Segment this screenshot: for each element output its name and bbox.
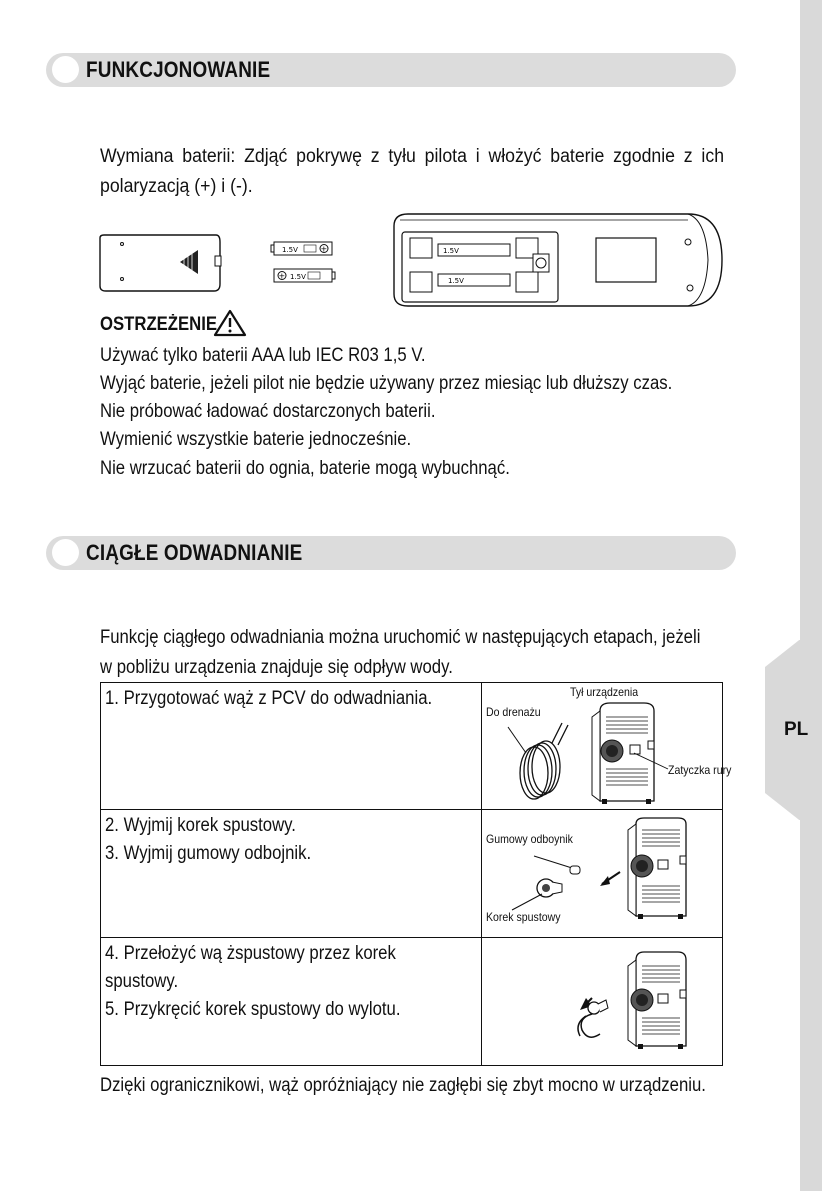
- drain-cork-illustration: [482, 810, 736, 938]
- warning-line: Nie wrzucać baterii do ognia, baterie mogą wybuchnąć.: [100, 458, 510, 479]
- remote-back-illustration: [388, 212, 728, 310]
- section-bullet: [52, 539, 79, 566]
- step-line: 4. Przełożyć wą żspustowy przez korek: [105, 943, 396, 964]
- drain-footer: Dzięki ogranicznikowi, wąż opróżniający nie zagłębi się zbyt mocno w urządzeniu.: [100, 1075, 706, 1096]
- step-image-cell: [481, 810, 722, 938]
- step-line: 5. Przykręcić korek spustowy do wylotu.: [105, 999, 401, 1020]
- table-row: [101, 938, 723, 1066]
- drain-hose-illustration: [482, 683, 736, 810]
- language-tab-label: PL: [784, 719, 809, 740]
- step-image-cell: [481, 683, 732, 810]
- battery-label: 1.5V: [443, 247, 459, 255]
- table-row: [101, 683, 723, 810]
- label-cork: Korek spustowy: [485, 910, 561, 924]
- section-title: CIĄGŁE ODWADNIANIE: [86, 540, 303, 565]
- warning-triangle-icon: [212, 308, 248, 338]
- step-image-cell: [481, 938, 722, 1066]
- side-strip: [800, 0, 822, 1191]
- drain-connect-illustration: [482, 938, 736, 1066]
- step-text-cell: [101, 938, 482, 1066]
- step-line: 1. Przygotować wąż z PCV do odwadniania.: [105, 688, 433, 709]
- section-header-odwadnianie: [46, 536, 736, 570]
- label-plug: Zatyczka rury: [667, 763, 732, 777]
- step-line: 3. Wyjmij gumowy odbojnik.: [105, 843, 312, 864]
- step-text-cell: [101, 683, 482, 810]
- warning-line: Używać tylko baterii AAA lub IEC R03 1,5 V.: [100, 345, 426, 366]
- battery-label: 1.5V: [282, 246, 298, 254]
- label-bumper: Gumowy odboynik: [485, 832, 573, 846]
- section-bullet: [52, 56, 79, 83]
- warning-line: Wyjąć baterie, jeżeli pilot nie będzie używany przez miesiąc lub dłuższy czas.: [100, 373, 673, 394]
- step-text-cell: [101, 810, 482, 938]
- label-back: Tył urządzenia: [569, 685, 638, 699]
- label-drain: Do drenażu: [485, 705, 541, 719]
- step-line: 2. Wyjmij korek spustowy.: [105, 815, 296, 836]
- warning-title: OSTRZEŻENIE: [100, 314, 218, 335]
- battery-cover-illustration: [98, 234, 223, 292]
- section-header-funkcjonowanie: [46, 53, 736, 87]
- battery-instruction: Wymiana baterii: Zdjąć pokrywę z tyłu pilota i włożyć baterie zgodnie z ich polaryzacją (+) i (-).: [100, 146, 725, 197]
- battery-cells-illustration: [270, 238, 336, 288]
- warning-line: Nie próbować ładować dostarczonych baterii.: [100, 401, 436, 422]
- section-title: FUNKCJONOWANIE: [86, 57, 271, 82]
- warning-line: Wymienić wszystkie baterie jednocześnie.: [100, 429, 412, 450]
- table-row: [101, 810, 723, 938]
- svg-text:+: +: [278, 271, 286, 281]
- battery-label: 1.5V: [290, 273, 306, 281]
- battery-label: 1.5V: [448, 277, 464, 285]
- svg-text:+: +: [320, 244, 328, 254]
- drain-steps-table: [100, 682, 732, 1066]
- step-line: spustowy.: [105, 971, 179, 992]
- drain-intro: Funkcję ciągłego odwadniania można uruchomić w następujących etapach, jeżeli w pobliżu urządzenia znajduje się odpływ wody.: [100, 627, 701, 678]
